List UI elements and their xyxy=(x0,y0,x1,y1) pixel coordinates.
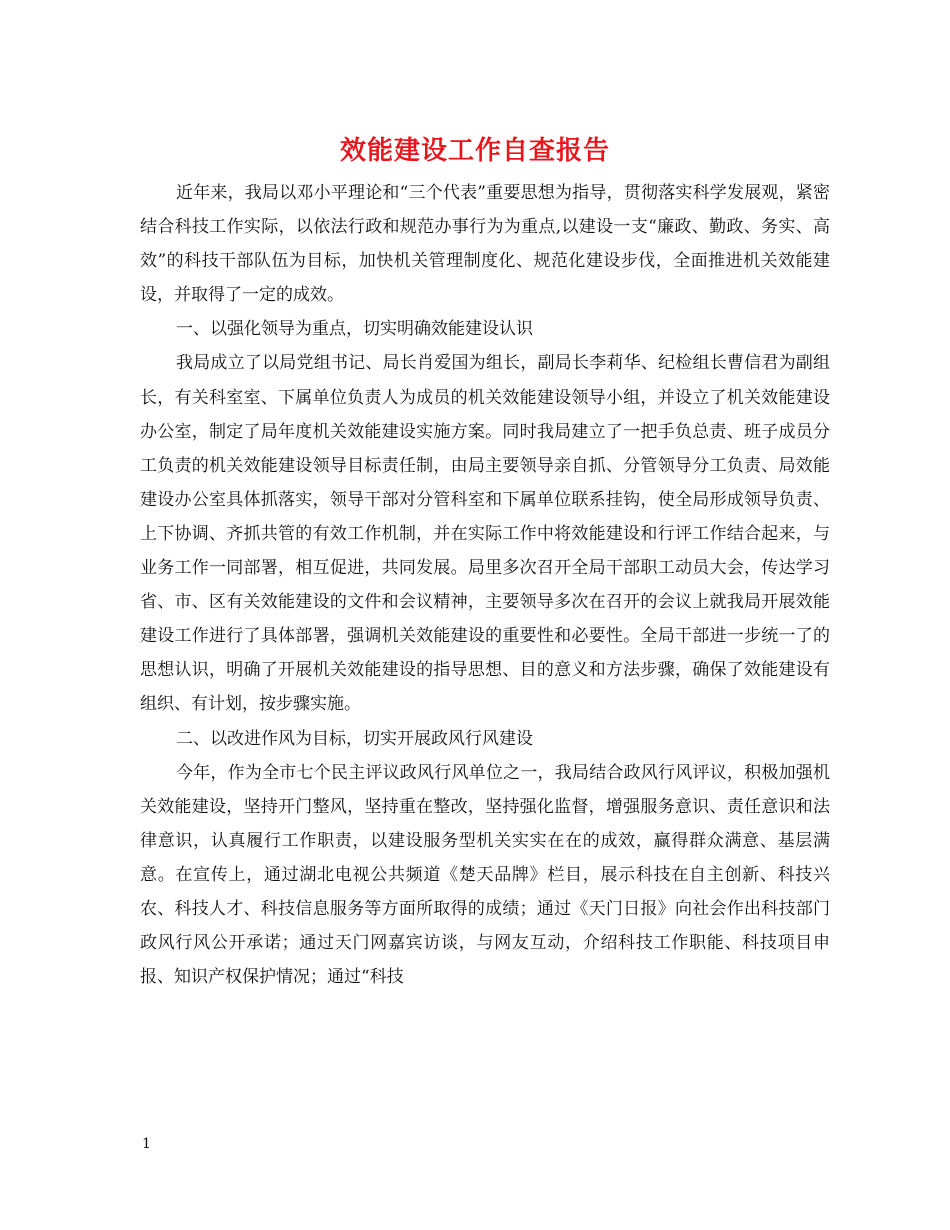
paragraph-section-1: 我局成立了以局党组书记、局长肖爱国为组长，副局长李莉华、纪检组长曹信君为副组长，有关科室室、下属单位负责人为成员的机关效能建设领导小组，并设立了机关效能建设办公室，制定了局年度机关效能建设实施方案。同时我局建立了一把手负总责、班子成员分工负责的机关效能建设领导目标责任制，由局主要领导亲自抓、分管领导分工负责、局效能建设办公室具体抓落实，领导干部对分管科室和下属单位联系挂钩，使全局形成领导负责、上下协调、齐抓共管的有效工作机制，并在实际工作中将效能建设和行评工作结合起来，与业务工作一同部署，相互促进，共同发展。局里多次召开全局干部职工动员大会，传达学习省、市、区有关效能建设的文件和会议精神，主要领导多次在召开的会议上就我局开展效能建设工作进行了具体部署，强调机关效能建设的重要性和必要性。全局干部进一步统一了的思想认识，明确了开展机关效能建设的指导思想、目的意义和方法步骤，确保了效能建设有组织、有计划，按步骤实施。 xyxy=(140,353,830,715)
paragraph-section-2: 今年，作为全市七个民主评议政风行风单位之一，我局结合政风行风评议，积极加强机关效能建设，坚持开门整风，坚持重在整改，坚持强化监督，增强服务意识、责任意识和法律意识，认真履行工作职责，以建设服务型机关实实在在的成效，赢得群众满意、基层满意。在宣传上，通过湖北电视公共频道《楚天品牌》栏目，展示科技在自主创新、科技兴农、科技人才、科技信息服务等方面所取得的成绩；通过《天门日报》向社会作出科技部门政风行风公开承诺；通过天门网嘉宾访谈，与网友互动，介绍科技工作职能、科技项目申报、知识产权保护情况；通过“科技 xyxy=(140,762,830,988)
document-title: 效能建设工作自查报告 xyxy=(339,136,610,166)
section-heading-1: 一、以强化领导为重点，切实明确效能建设认识 xyxy=(176,319,533,340)
document-body xyxy=(140,176,830,994)
paragraph-intro: 近年来，我局以邓小平理论和“三个代表”重要思想为指导，贯彻落实科学发展观，紧密结合科技工作实际，以依法行政和规范办事行为为重点,以建设一支“廉政、勤政、务实、高效”的科技干部队伍为目标，加快机关管理制度化、规范化建设步伐，全面推进机关效能建设，并取得了一定的成效。 xyxy=(140,183,830,306)
page-number: 1 xyxy=(142,1136,151,1152)
section-heading-2: 二、以改进作风为目标，切实开展政风行风建设 xyxy=(176,728,533,749)
